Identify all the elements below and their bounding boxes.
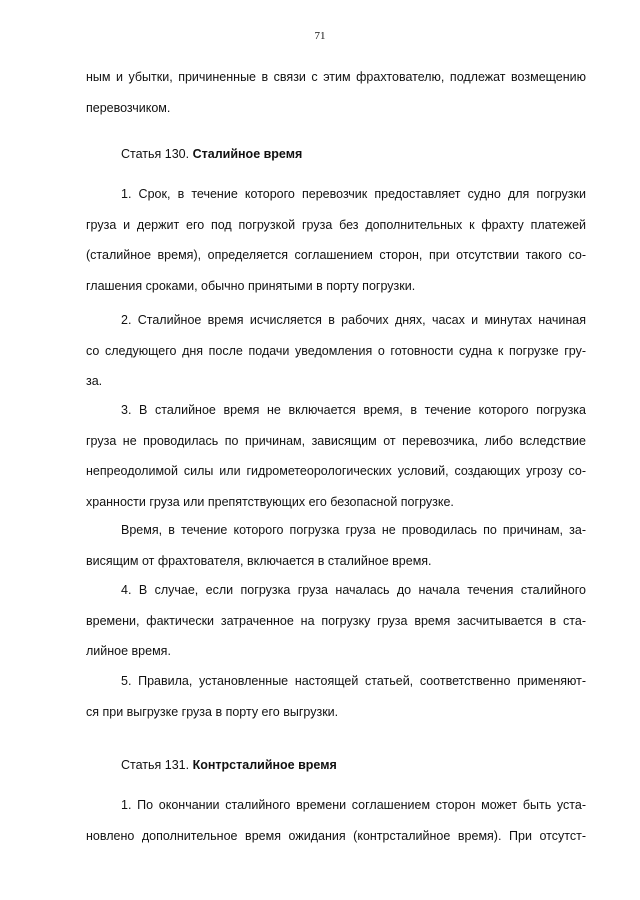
- paragraph-line: хранности груза или препятствующих его безопасной погрузке.: [86, 494, 454, 509]
- paragraph-line: новлено дополнительное время ожидания (контрсталийное время). При отсутст-: [86, 828, 586, 843]
- article-130-heading: [121, 147, 302, 161]
- paragraph-line: груза и держит его под погрузкой груза без дополнительных к фрахту платежей: [86, 217, 586, 232]
- paragraph-line: глашения сроками, обычно принятыми в порту погрузки.: [86, 278, 416, 293]
- paragraph-line: груза не проводилась по причинам, зависящим от перевозчика, либо вследствие: [86, 433, 586, 448]
- paragraph-line: времени, фактически затраченное на погрузку груза время засчитывается в ста-: [86, 613, 586, 628]
- paragraph-line: 2. Сталийное время исчисляется в рабочих днях, часах и минутах начиная: [121, 313, 586, 327]
- intro-paragraph: [86, 62, 586, 123]
- paragraph-line: 1. По окончании сталийного времени соглашением сторон может быть уста-: [121, 798, 586, 812]
- paragraph-line: висящим от фрахтователя, включается в сталийное время.: [86, 553, 432, 568]
- article-130-paragraph-1: [86, 179, 586, 301]
- article-131-heading: [121, 758, 337, 772]
- article-130-paragraph-5: [86, 666, 586, 727]
- article-title: Контрсталийное время: [192, 758, 337, 772]
- article-number: Статья 130.: [121, 147, 190, 161]
- paragraph-line: ся при выгрузке груза в порту его выгрузки.: [86, 704, 339, 719]
- paragraph-line: со следующего дня после подачи уведомления о готовности судна к погрузке гру-: [86, 343, 586, 358]
- paragraph-line: за.: [86, 374, 103, 388]
- paragraph-line: 1. Срок, в течение которого перевозчик предоставляет судно для погрузки: [121, 187, 586, 201]
- paragraph-line: 3. В сталийное время не включается время, в течение которого погрузка: [121, 403, 586, 417]
- page-number: 71: [314, 30, 326, 42]
- article-131-paragraph-1: [86, 790, 586, 851]
- article-title: Сталийное время: [192, 147, 303, 161]
- paragraph-line: Время, в течение которого погрузка груза не проводилась по причинам, за-: [121, 523, 586, 537]
- paragraph-line: (сталийное время), определяется соглашением сторон, при отсутствии такого со-: [86, 248, 586, 262]
- paragraph-line: 5. Правила, установленные настоящей статьей, соответственно применяют-: [121, 674, 586, 688]
- paragraph-line: ным и убытки, причиненные в связи с этим фрахтователю, подлежат возмещению: [86, 70, 586, 84]
- paragraph-line: непреодолимой силы или гидрометеорологических условий, создающих угрозу со-: [86, 464, 586, 478]
- paragraph-line: 4. В случае, если погрузка груза началась до начала течения сталийного: [121, 583, 586, 597]
- article-number: Статья 131.: [121, 758, 190, 772]
- article-130-paragraph-3b: [86, 515, 586, 576]
- paragraph-line: перевозчиком.: [86, 100, 171, 115]
- article-130-paragraph-2: [86, 305, 586, 397]
- article-130-paragraph-4: [86, 575, 586, 667]
- article-130-paragraph-3: [86, 395, 586, 517]
- paragraph-line: лийное время.: [86, 644, 171, 658]
